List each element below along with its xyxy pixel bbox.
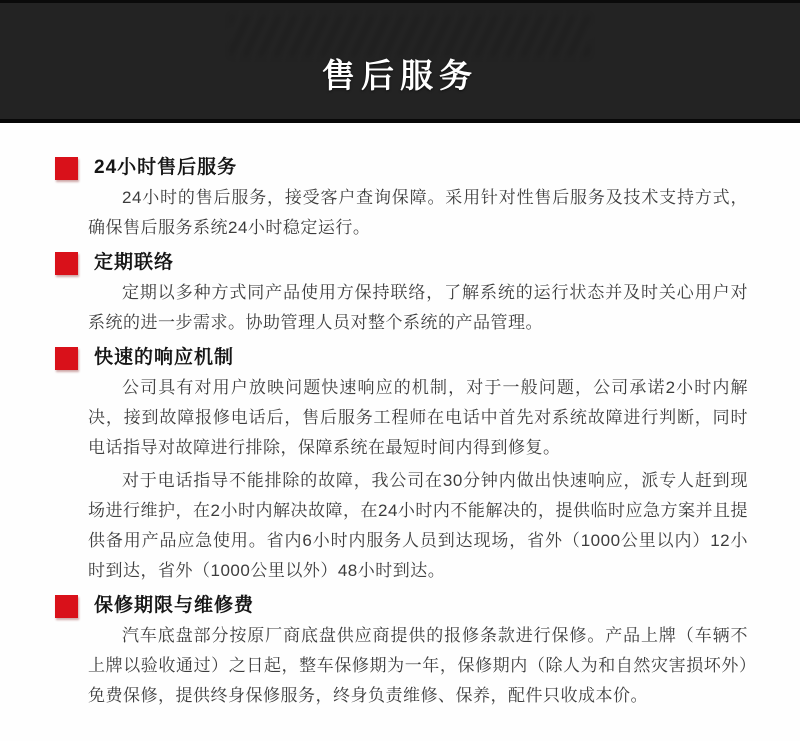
section-heading-row bbox=[55, 156, 748, 180]
section-paragraph: 公司具有对用户放映问题快速响应的机制，对于一般问题，公司承诺2小时内解决，接到故障报修电话后，售后服务工程师在电话中首先对系统故障进行判断，同时电话指导对故障进行排除，保障系统在最短时间内得到修复。 bbox=[88, 378, 748, 457]
section-title: 24小时售后服务 bbox=[94, 157, 238, 178]
red-square-bullet-icon bbox=[55, 347, 78, 370]
page-header bbox=[0, 0, 800, 123]
section-title: 定期联络 bbox=[94, 252, 175, 273]
page-title: 售后服务 bbox=[322, 56, 478, 94]
red-square-bullet-icon bbox=[55, 595, 78, 618]
section-paragraph: 汽车底盘部分按原厂商底盘供应商提供的报修条款进行保修。产品上牌（车辆不上牌以验收通过）之日起，整车保修期为一年，保修期内（除人为和自然灾害损坏外）免费保修，提供终身保修服务，终身负责维修、保养，配件只收成本价。 bbox=[88, 626, 748, 705]
content bbox=[0, 123, 800, 711]
red-square-bullet-icon bbox=[55, 252, 78, 275]
section-paragraph: 24小时的售后服务，接受客户查询保障。采用针对性售后服务及技术支持方式，确保售后服务系统24小时稳定运行。 bbox=[88, 188, 748, 237]
service-section bbox=[88, 251, 748, 338]
section-title: 快速的响应机制 bbox=[94, 347, 235, 368]
section-heading-row bbox=[55, 346, 748, 370]
section-heading-row bbox=[55, 251, 748, 275]
service-section bbox=[88, 156, 748, 243]
section-paragraph: 定期以多种方式同产品使用方保持联络，了解系统的运行状态并及时关心用户对系统的进一步需求。协助管理人员对整个系统的产品管理。 bbox=[88, 283, 748, 332]
service-section bbox=[88, 346, 748, 586]
section-heading-row bbox=[55, 594, 748, 618]
service-section bbox=[88, 594, 748, 711]
section-title: 保修期限与维修费 bbox=[94, 595, 255, 616]
red-square-bullet-icon bbox=[55, 157, 78, 180]
section-paragraph: 对于电话指导不能排除的故障，我公司在30分钟内做出快速响应，派专人赶到现场进行维护，在2小时内解决故障，在24小时内不能解决的，提供临时应急方案并且提供备用产品应急使用。省内6小时内服务人员到达现场，省外（1000公里以内）12小时到达，省外（1000公里以外）48小时到达。 bbox=[88, 471, 748, 580]
